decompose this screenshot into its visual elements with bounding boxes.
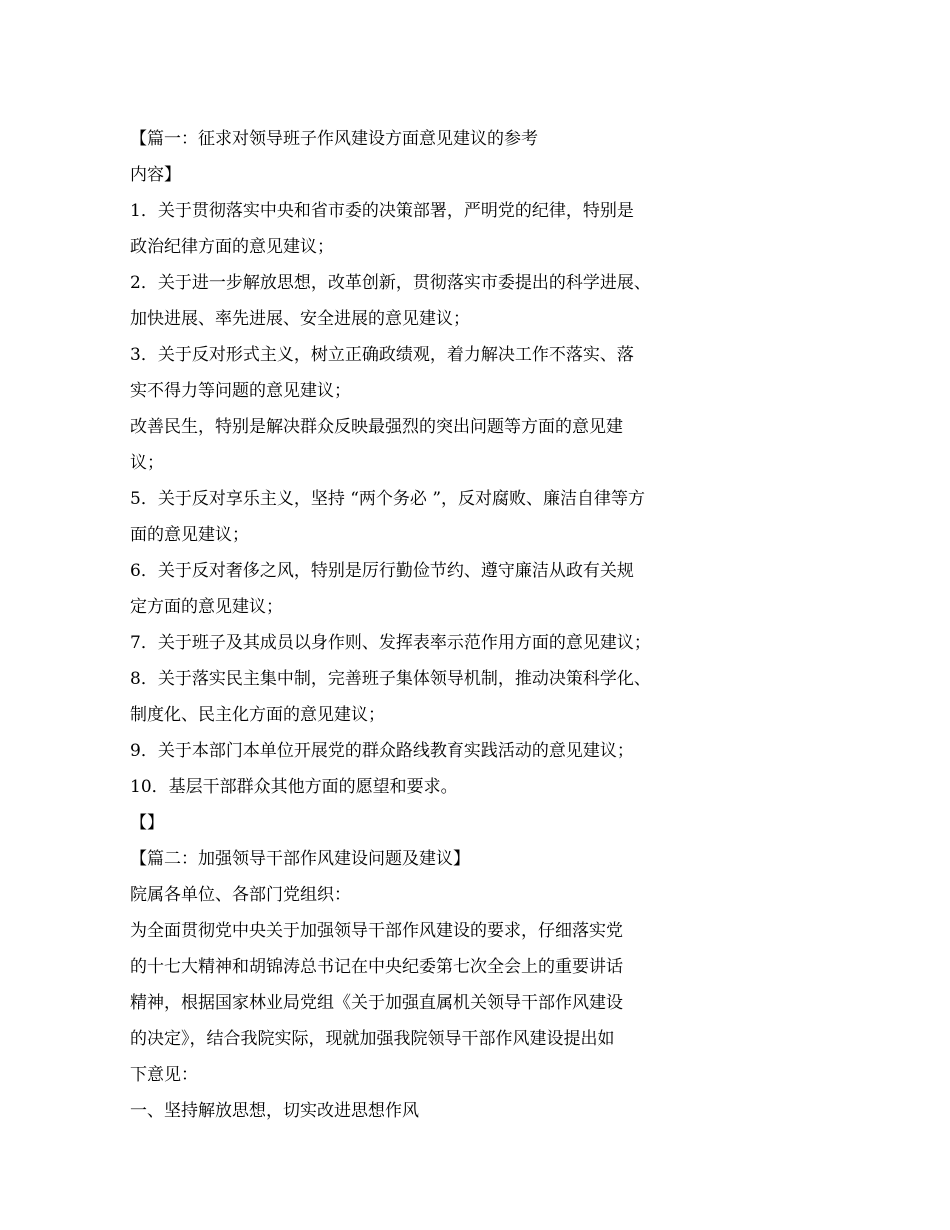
addressee-line: 院属各单位、各部门党组织：: [130, 885, 351, 905]
text-line: 精神，根据国家林业局党组《关于加强直属机关领导干部作风建设: [130, 993, 623, 1013]
text-line: 加快进展、率先进展、安全进展的意见建议；: [130, 309, 470, 329]
text-line: 议；: [130, 453, 164, 473]
subheading-line: 一、坚持解放思想，切实改进思想作风: [130, 1101, 419, 1121]
empty-bracket-line: 【】: [130, 813, 164, 833]
text-line: 实不得力等问题的意见建议；: [130, 381, 351, 401]
section-one-title-line-2: 内容】: [130, 165, 181, 185]
section-one-title-line-1: 【篇一：征求对领导班子作风建设方面意见建议的参考: [130, 129, 538, 149]
text-line: 的决定》，结合我院实际，现就加强我院领导干部作风建设提出如: [130, 1029, 615, 1049]
text-line: 为全面贯彻党中央关于加强领导干部作风建设的要求，仔细落实党: [130, 921, 623, 941]
text-line: 5．关于反对享乐主义，坚持 “两个务必 ”，反对腐败、廉洁自律等方: [130, 489, 646, 509]
text-line: 6．关于反对奢侈之风，特别是厉行勤俭节约、遵守廉洁从政有关规: [130, 561, 634, 581]
text-line: 1．关于贯彻落实中央和省市委的决策部署，严明党的纪律，特别是: [130, 201, 634, 221]
text-line: 定方面的意见建议；: [130, 597, 283, 617]
document-body: [130, 121, 705, 1129]
text-line: 面的意见建议；: [130, 525, 249, 545]
text-line: 8．关于落实民主集中制，完善班子集体领导机制，推动决策科学化、: [130, 669, 651, 689]
text-line: 2．关于进一步解放思想，改革创新，贯彻落实市委提出的科学进展、: [130, 273, 651, 293]
text-line: 制度化、民主化方面的意见建议；: [130, 705, 385, 725]
section-two-title: 【篇二：加强领导干部作风建设问题及建议】: [130, 849, 470, 869]
text-line: 的十七大精神和胡锦涛总书记在中央纪委第七次全会上的重要讲话: [130, 957, 623, 977]
text-line: 7．关于班子及其成员以身作则、发挥表率示范作用方面的意见建议；: [130, 633, 651, 653]
text-line: 改善民生，特别是解决群众反映最强烈的突出问题等方面的意见建: [130, 417, 623, 437]
text-line: 10．基层干部群众其他方面的愿望和要求。: [130, 777, 458, 797]
text-line: 下意见：: [130, 1065, 198, 1085]
text-line: 政治纪律方面的意见建议；: [130, 237, 334, 257]
text-line: 3．关于反对形式主义，树立正确政绩观，着力解决工作不落实、落: [130, 345, 634, 365]
text-line: 9．关于本部门本单位开展党的群众路线教育实践活动的意见建议；: [130, 741, 634, 761]
